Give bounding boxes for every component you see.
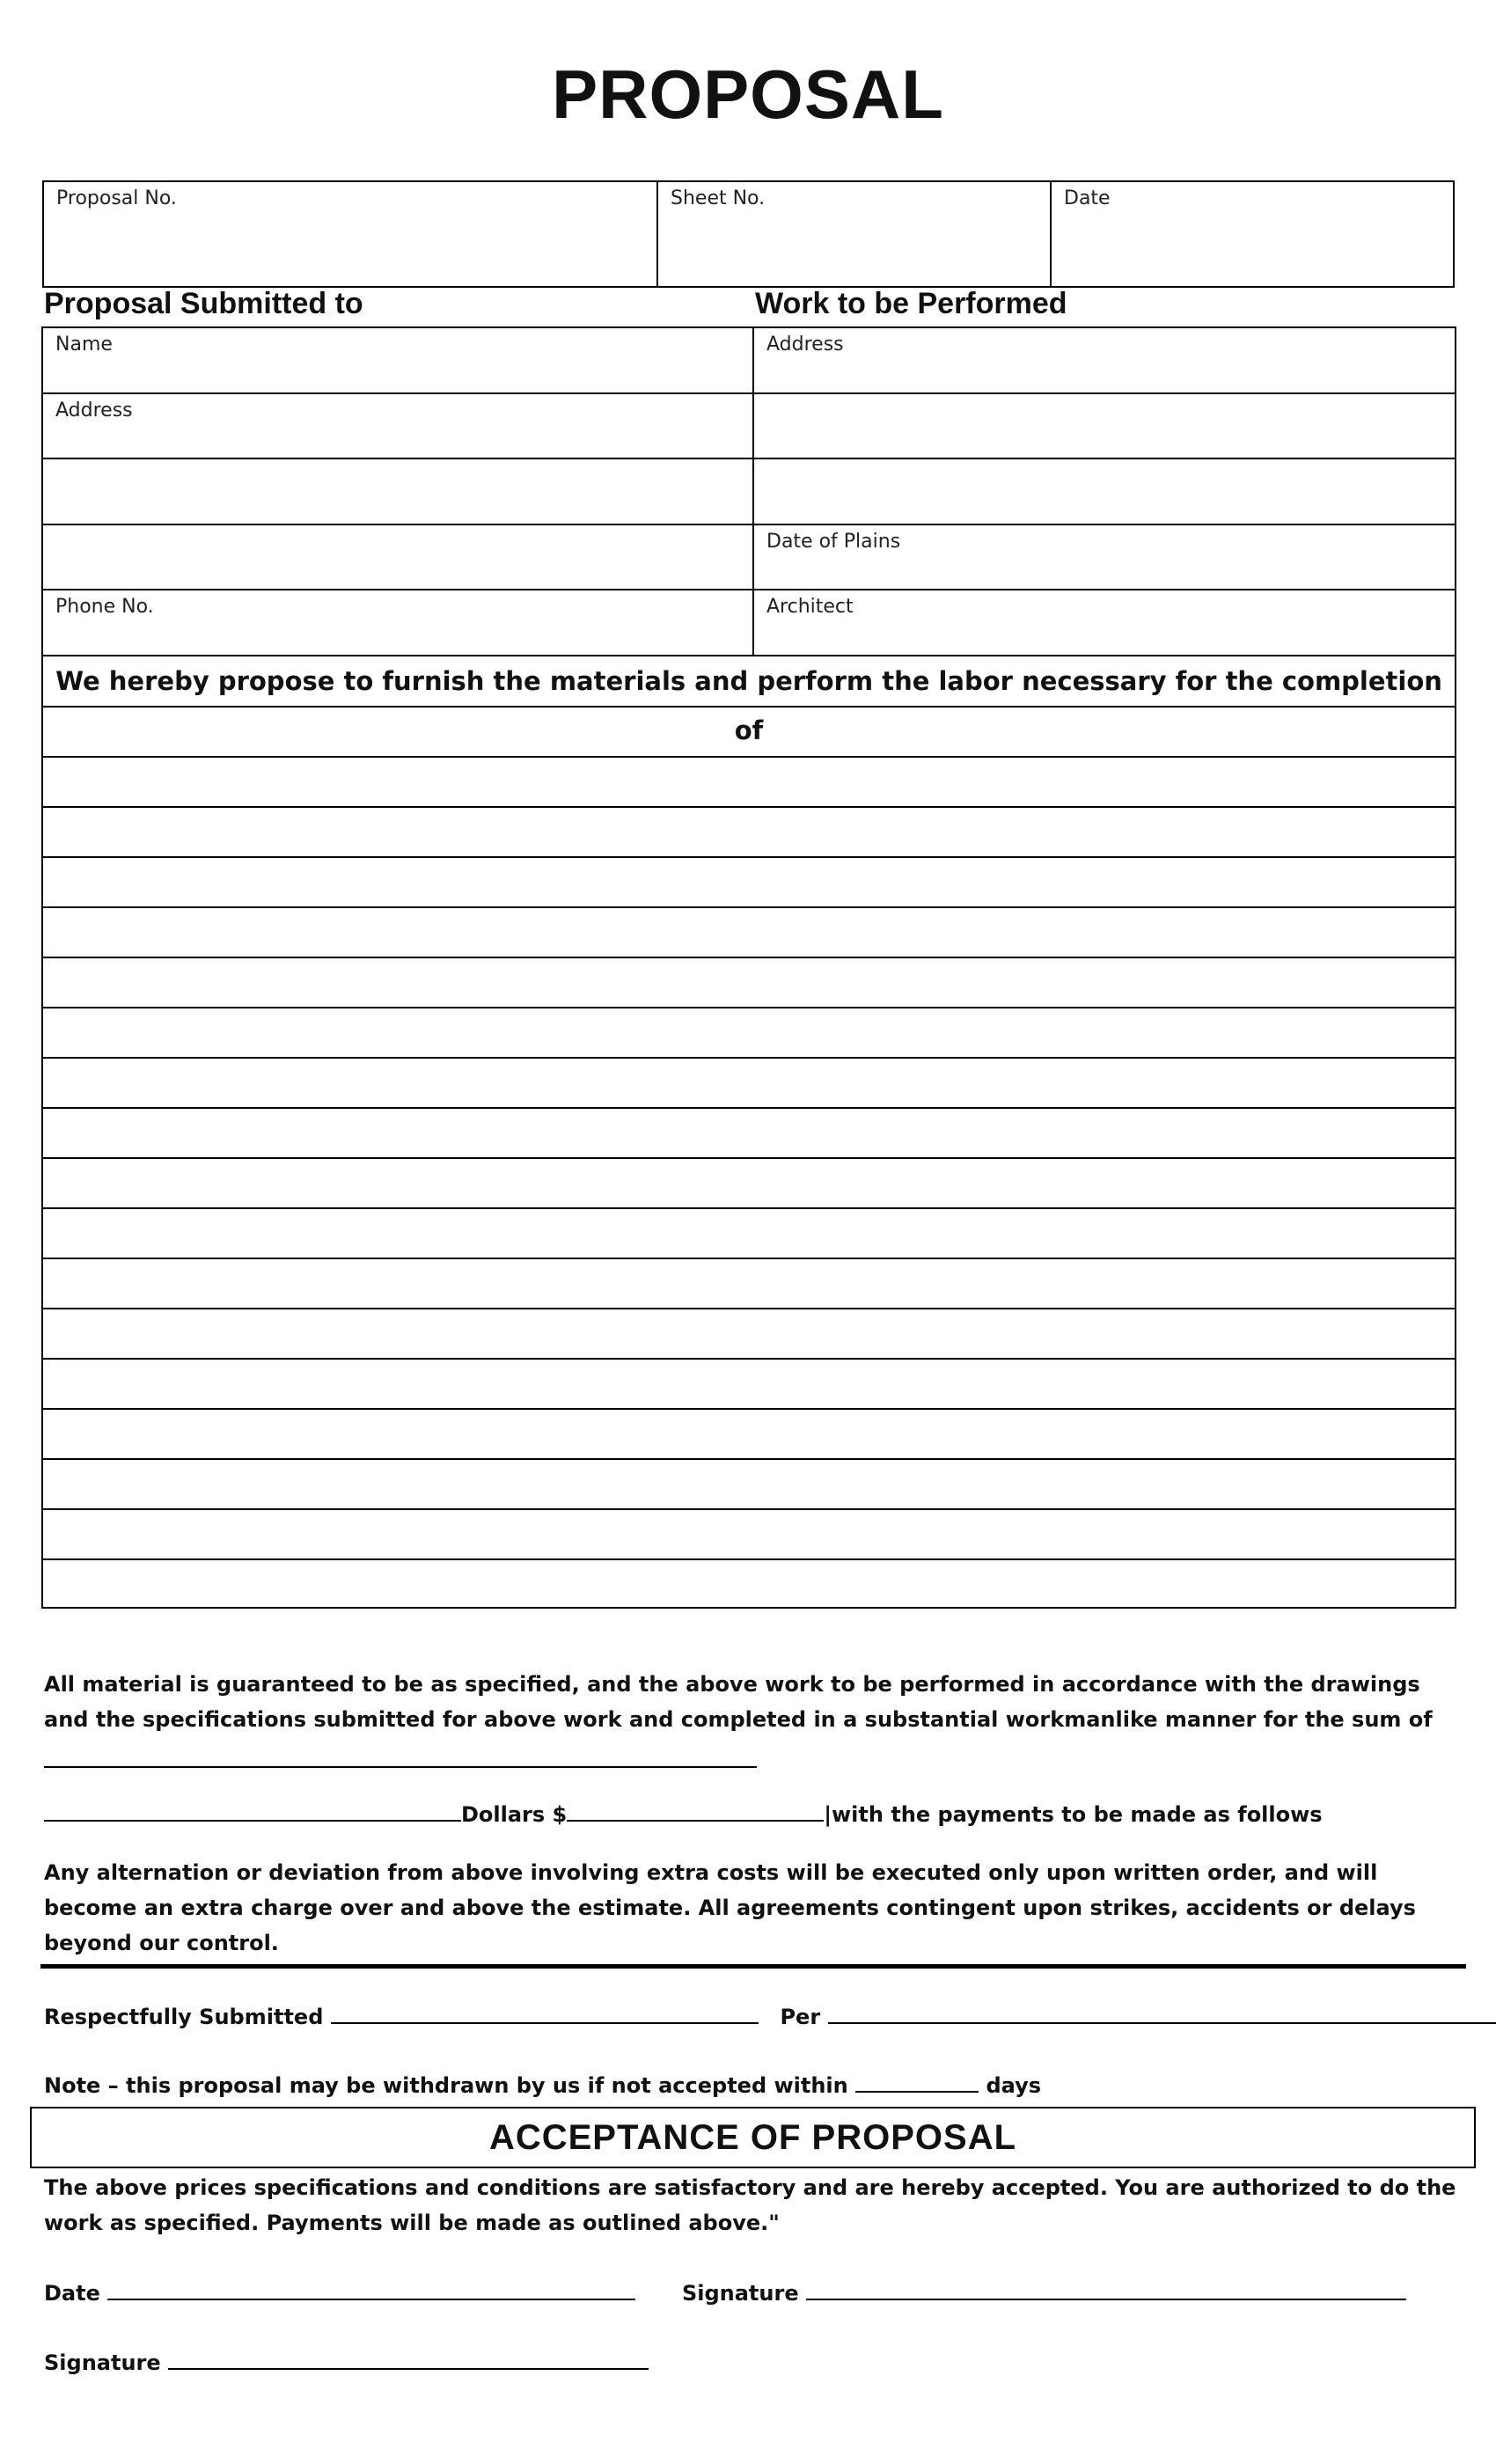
acceptance-text: The above prices specifications and conditions are satisfactory and are hereby accepted. You are authorized to do the work as specified. Payments will be made as outlined above." (44, 2175, 1456, 2235)
description-line[interactable] (43, 1159, 1455, 1209)
description-line[interactable] (43, 1510, 1455, 1560)
dollar-amount-blank[interactable] (567, 1797, 824, 1822)
work-description-box (41, 655, 1456, 1609)
description-line[interactable] (43, 1059, 1455, 1109)
address-line-2[interactable] (42, 458, 753, 524)
intro-text: We hereby propose to furnish the materials and perform the labor necessary for the completion of (43, 656, 1455, 708)
date-of-plans-field[interactable] (753, 524, 1456, 590)
description-line[interactable] (43, 1309, 1455, 1360)
signature-label: Signature (681, 2281, 799, 2306)
page-title: PROPOSAL (552, 55, 944, 133)
phone-label: Phone No. (55, 596, 154, 618)
work-address-line-3[interactable] (753, 458, 1456, 524)
per-label: Per (780, 2005, 821, 2029)
date-field[interactable] (1052, 182, 1453, 286)
divider (40, 1964, 1466, 1969)
days-blank[interactable] (855, 2068, 979, 2093)
address-line-3[interactable] (42, 524, 753, 590)
note-line (44, 2068, 1452, 2103)
amount-words-blank[interactable] (44, 1797, 461, 1822)
dollars-line (44, 1797, 1452, 1832)
acceptance-heading: ACCEPTANCE OF PROPOSAL (30, 2107, 1476, 2168)
description-line[interactable] (43, 1410, 1455, 1460)
signature-2-label: Signature (44, 2350, 161, 2375)
work-heading: Work to be Performed (755, 287, 1067, 320)
description-line[interactable] (43, 1109, 1455, 1159)
work-address-line-2[interactable] (753, 393, 1456, 458)
submitted-to-heading: Proposal Submitted to (44, 287, 363, 320)
date-signature-line (44, 2276, 1470, 2311)
signature-2-blank[interactable] (168, 2345, 649, 2370)
respectfully-label: Respectfully Submitted (44, 2005, 324, 2029)
info-grid (41, 326, 1456, 656)
sheet-no-label: Sheet No. (671, 187, 766, 209)
proposal-no-field[interactable] (44, 182, 658, 286)
dollars-label: Dollars $ (461, 1802, 568, 1827)
alteration-text: Any alternation or deviation from above involving extra costs will be executed only upon written order, and will become an extra charge over and above the estimate. All agreements contingent upon strikes, accidents or delays beyond our control. (44, 1860, 1416, 1955)
architect-field[interactable] (753, 590, 1456, 656)
description-line[interactable] (43, 1360, 1455, 1410)
note-prefix: Note – this proposal may be withdrawn by us if not accepted within (44, 2073, 848, 2098)
signature-blank[interactable] (806, 2276, 1406, 2300)
date-of-plans-label: Date of Plains (766, 531, 901, 553)
signature-2-line (44, 2345, 1452, 2380)
work-address-label: Address (766, 334, 844, 356)
description-line[interactable] (43, 1259, 1455, 1309)
work-address-field[interactable] (753, 327, 1456, 393)
name-label: Name (55, 334, 113, 356)
accept-date-label: Date (44, 2281, 100, 2306)
sum-blank[interactable] (44, 1766, 757, 1768)
address-label: Address (55, 400, 133, 422)
payments-label: |with the payments to be made as follows (824, 1802, 1323, 1827)
header-fields-row (42, 180, 1455, 288)
sheet-no-field[interactable] (658, 182, 1052, 286)
respectfully-line (44, 1999, 1470, 2035)
description-line[interactable] (43, 808, 1455, 858)
description-line[interactable] (43, 858, 1455, 908)
description-line[interactable] (43, 958, 1455, 1008)
description-line[interactable] (43, 1560, 1455, 1610)
proposal-no-label: Proposal No. (56, 187, 177, 209)
name-field[interactable] (42, 327, 753, 393)
guarantee-text: All material is guaranteed to be as specified, and the above work to be performed in accordance with the drawings and the specifications submitted for above work and completed in a substantial workmanlike manner for the sum of (44, 1672, 1433, 1732)
description-line[interactable] (43, 908, 1455, 958)
date-label: Date (1064, 187, 1111, 209)
architect-label: Architect (766, 596, 854, 618)
description-line[interactable] (43, 1460, 1455, 1510)
note-suffix: days (986, 2073, 1042, 2098)
description-line[interactable] (43, 758, 1455, 808)
description-line[interactable] (43, 1008, 1455, 1059)
respectfully-blank[interactable] (331, 1999, 759, 2024)
per-blank[interactable] (828, 1999, 1496, 2024)
phone-field[interactable] (42, 590, 753, 656)
description-line[interactable] (43, 1209, 1455, 1259)
accept-date-blank[interactable] (107, 2276, 635, 2300)
address-field[interactable] (42, 393, 753, 458)
